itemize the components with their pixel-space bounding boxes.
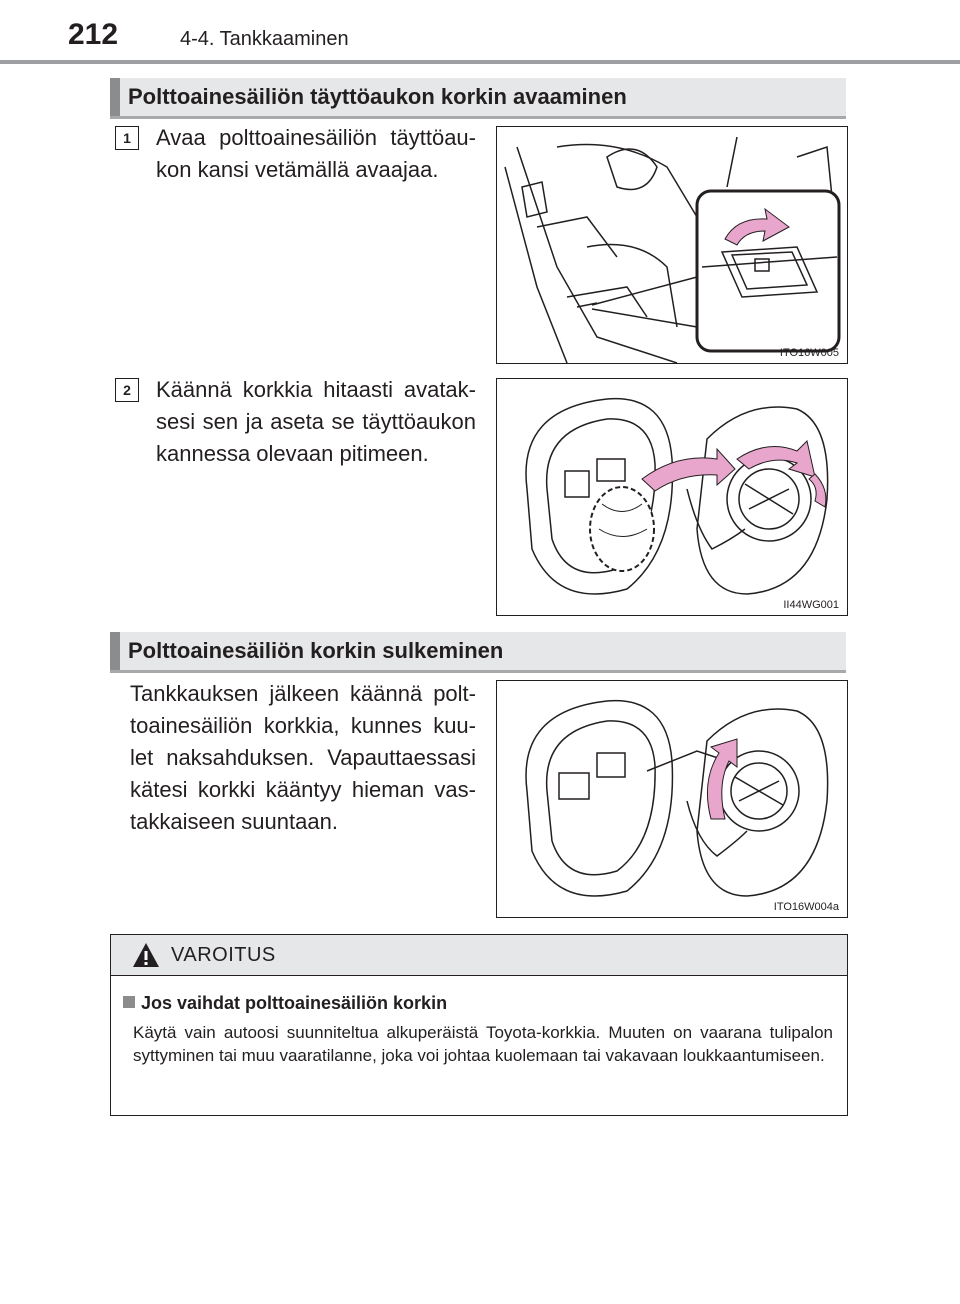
section-heading-close xyxy=(110,632,846,673)
chapter-title: 4-4. Tankkaaminen xyxy=(180,28,349,50)
warning-header xyxy=(111,935,847,976)
figure-code-3: ITO16W004a xyxy=(773,901,839,913)
warning-box xyxy=(110,934,848,1116)
bullet-square-icon xyxy=(123,996,135,1008)
section-heading-open xyxy=(110,78,846,119)
warning-subtitle xyxy=(123,993,447,1014)
warning-triangle-icon xyxy=(131,941,161,969)
figure-cap-closing xyxy=(496,680,848,918)
step-number-1: 1 xyxy=(115,126,139,150)
step-text-2: Käännä korkkia hitaasti avataksesi sen ja aseta se täyttöaukon kannessa olevaan pitimeen. xyxy=(156,377,476,466)
warning-text: Käytä vain autoosi suunniteltua alkuperäistä Toyota-korkkia. Muuten on vaarana tulipalon syttyminen tai muu vaaratilanne, joka voi johtaa kuolemaan tai vakavaan loukkaantumiseen. xyxy=(133,1023,833,1065)
section-stripe xyxy=(110,632,120,670)
figure-code-1: ITO16W005 xyxy=(779,347,839,359)
cap-holder-illustration xyxy=(497,379,847,615)
figure-fuel-door-opener xyxy=(496,126,848,364)
figure-cap-holder xyxy=(496,378,848,616)
step-text-1: Avaa polttoainesäiliön täyttöaukon kansi vetämällä avaajaa. xyxy=(156,125,476,182)
fuel-door-opener-illustration xyxy=(497,127,847,363)
section-title-open: Polttoainesäiliön täyttöaukon korkin avaaminen xyxy=(128,84,627,109)
page-number: 212 xyxy=(68,18,119,51)
warning-subtitle-text: Jos vaihdat polttoainesäiliön korkin xyxy=(141,993,448,1013)
section-stripe xyxy=(110,78,120,116)
close-instructions: Tankkauksen jälkeen käännä polttoainesäiliön korkkia, kunnes kuulet naksahduksen. Vapauttaessasi kätesi korkki kääntyy hieman vastakkaiseen suuntaan. xyxy=(130,681,476,834)
header-rule xyxy=(0,60,960,64)
warning-title: VAROITUS xyxy=(171,944,276,966)
section-title-close: Polttoainesäiliön korkin sulkeminen xyxy=(128,638,504,663)
step-number-2: 2 xyxy=(115,378,139,402)
cap-closing-illustration xyxy=(497,681,847,917)
figure-code-2: II44WG001 xyxy=(783,599,839,611)
